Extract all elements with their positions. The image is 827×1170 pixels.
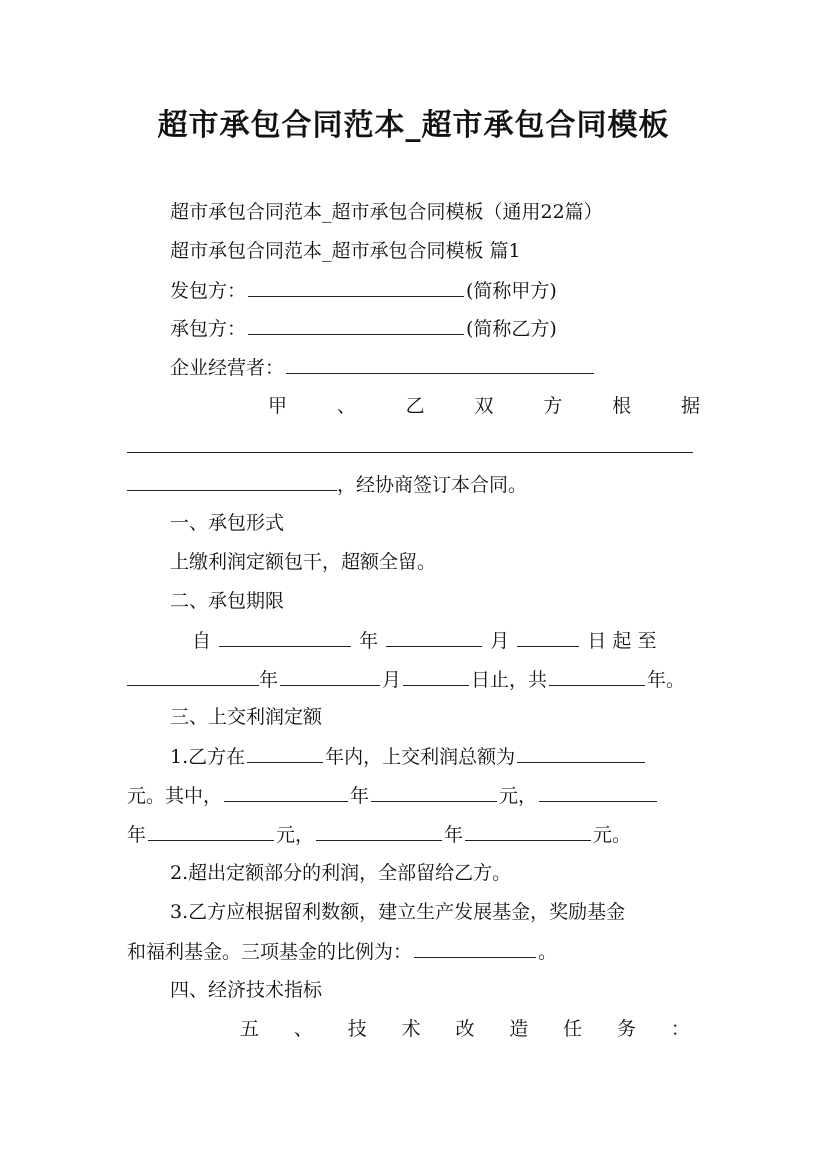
- profit-line-2: [127, 781, 707, 810]
- s5-char: 、: [293, 1018, 313, 1040]
- chengbao-label: 承包方：: [170, 318, 247, 340]
- profit-line-1: [170, 742, 750, 771]
- section-body-1: 上缴利润定额包干，超额全留。: [170, 551, 437, 573]
- blank-field: [539, 781, 657, 802]
- xieshang-text: ，经协商签订本合同。: [337, 474, 528, 496]
- s5-char: 改: [455, 1018, 475, 1040]
- doc-subtitle: 超市承包合同范本_超市承包合同模板（通用22篇）: [170, 201, 603, 223]
- blank-field: [219, 626, 351, 647]
- fabao-suffix: (简称甲方): [466, 280, 557, 302]
- profit-text: 元，: [499, 785, 538, 807]
- jiayi-char: 甲: [268, 395, 288, 417]
- blank-field: [316, 820, 442, 841]
- blank-field: [127, 432, 693, 453]
- profit-item-3a: 3.乙方应根据留利数额，建立生产发展基金，奖励基金: [170, 901, 626, 923]
- profit-text: 。: [538, 941, 558, 963]
- section-heading-2: 二、承包期限: [170, 590, 285, 612]
- chengbao-suffix: (简称乙方): [466, 318, 557, 340]
- profit-text: 1.乙方在: [170, 746, 246, 768]
- period-text: 年: [259, 669, 279, 691]
- blank-field: [286, 353, 594, 374]
- xieshang-line: [127, 470, 707, 499]
- blank-field: [386, 626, 482, 647]
- blank-field: [517, 626, 579, 647]
- period-line-2: [127, 665, 707, 694]
- blank-field: [403, 665, 469, 686]
- profit-item-3b: [127, 937, 707, 966]
- period-text: 年: [359, 630, 379, 652]
- s5-char: 术: [401, 1018, 421, 1040]
- period-text: 日: [587, 630, 607, 652]
- profit-text: 年: [350, 785, 370, 807]
- blank-field: [414, 937, 536, 958]
- period-text: 日止，共: [471, 669, 548, 691]
- fabao-label: 发包方：: [170, 280, 247, 302]
- qiye-line: [170, 353, 750, 382]
- blank-field: [517, 742, 645, 763]
- period-line-1: [192, 626, 702, 655]
- jiayi-char: 乙: [405, 395, 425, 417]
- chengbao-line: [170, 314, 750, 343]
- blank-full-line: [127, 432, 707, 461]
- blank-field: [127, 470, 337, 491]
- jiayi-char: 双: [474, 395, 494, 417]
- profit-text: 年: [444, 824, 464, 846]
- blank-field: [549, 665, 645, 686]
- period-text: 至: [637, 630, 657, 652]
- profit-text: 元。其中，: [127, 785, 223, 807]
- qiye-label: 企业经营者：: [170, 357, 285, 379]
- profit-text: 年: [127, 824, 147, 846]
- profit-text: 年内，上交利润总额为: [325, 746, 516, 768]
- jiayi-char: 据: [680, 395, 700, 417]
- s5-char: 务: [617, 1018, 637, 1040]
- profit-line-3: [127, 820, 707, 849]
- jiayi-char: 方: [543, 395, 563, 417]
- s5-char: 技: [347, 1018, 367, 1040]
- jiayi-char: 、: [336, 395, 356, 417]
- period-text: 月: [490, 630, 510, 652]
- page-title: 超市承包合同范本_超市承包合同模板: [157, 108, 670, 143]
- blank-field: [248, 276, 464, 297]
- section-heading: 超市承包合同范本_超市承包合同模板 篇1: [170, 240, 521, 262]
- profit-item-2: 2.超出定额部分的利润，全部留给乙方。: [170, 862, 512, 884]
- period-text: 自: [192, 630, 212, 652]
- profit-text: 和福利基金。三项基金的比例为：: [127, 941, 413, 963]
- s5-char: 造: [509, 1018, 529, 1040]
- jiayi-line: [268, 392, 700, 420]
- blank-field: [248, 314, 464, 335]
- blank-field: [224, 781, 348, 802]
- section-heading-3: 三、上交利润定额: [170, 706, 323, 728]
- period-text: 起: [612, 630, 632, 652]
- period-text: 月: [382, 669, 402, 691]
- blank-field: [127, 665, 259, 686]
- s5-char: 五: [240, 1018, 260, 1040]
- profit-text: 元，: [276, 824, 315, 846]
- period-text: 年。: [647, 669, 686, 691]
- profit-text: 元。: [593, 824, 632, 846]
- blank-field: [280, 665, 380, 686]
- section-heading-4: 四、经济技术指标: [170, 979, 323, 1001]
- blank-field: [148, 820, 274, 841]
- section-heading-5: [240, 1015, 690, 1043]
- section-heading-1: 一、承包形式: [170, 512, 285, 534]
- fabao-line: [170, 276, 750, 305]
- s5-char: ：: [670, 1018, 690, 1040]
- s5-char: 任: [563, 1018, 583, 1040]
- blank-field: [247, 742, 323, 763]
- jiayi-char: 根: [612, 395, 632, 417]
- blank-field: [371, 781, 497, 802]
- blank-field: [465, 820, 591, 841]
